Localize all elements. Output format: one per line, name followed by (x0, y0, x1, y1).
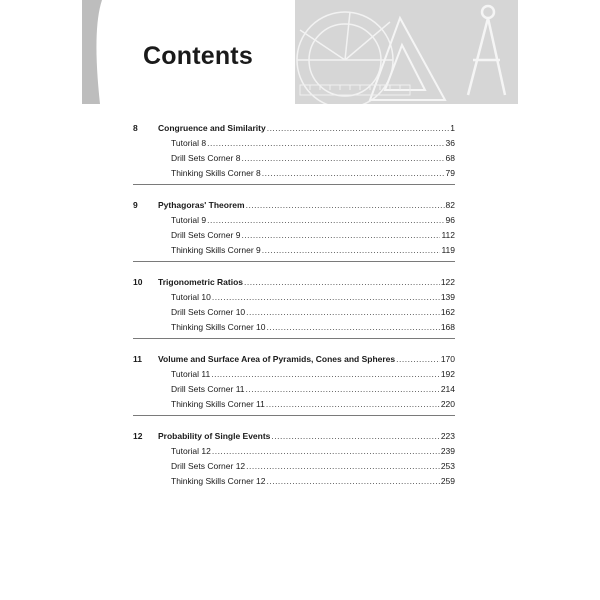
table-of-contents (133, 120, 455, 488)
section-page: 96 (445, 214, 455, 225)
dot-leader (241, 231, 440, 240)
chapter-number: 10 (133, 276, 143, 287)
section-page: 139 (440, 291, 455, 302)
banner-curve-left (82, 0, 102, 104)
chapter-divider (133, 338, 455, 339)
section-label: Drill Sets Corner 11 (171, 383, 245, 394)
toc-chapter-row[interactable] (133, 120, 455, 135)
toc-section-row[interactable] (133, 289, 455, 304)
chapter-page: 223 (440, 430, 455, 441)
chapter-number: 8 (133, 122, 138, 133)
section-page: 253 (440, 460, 455, 471)
dot-leader (271, 432, 439, 441)
chapter-title: Probability of Single Events (158, 430, 271, 441)
toc-section-row[interactable] (133, 242, 455, 257)
toc-section-row[interactable] (133, 227, 455, 242)
toc-section-row[interactable] (133, 150, 455, 165)
chapter-number: 12 (133, 430, 143, 441)
toc-section-row[interactable] (133, 443, 455, 458)
section-page: 162 (440, 306, 455, 317)
dot-leader (266, 323, 439, 332)
dot-leader (212, 447, 440, 456)
toc-chapter (133, 120, 455, 185)
toc-section-row[interactable] (133, 135, 455, 150)
section-label: Tutorial 9 (171, 214, 207, 225)
dot-leader (211, 370, 440, 379)
section-label: Thinking Skills Corner 10 (171, 321, 266, 332)
toc-chapter (133, 428, 455, 488)
section-label: Thinking Skills Corner 8 (171, 167, 261, 178)
toc-chapter-row[interactable] (133, 274, 455, 289)
dot-leader (246, 385, 440, 394)
dot-leader (266, 400, 440, 409)
section-page: 168 (440, 321, 455, 332)
chapter-page: 82 (445, 199, 455, 210)
section-label: Drill Sets Corner 9 (171, 229, 241, 240)
dot-leader (207, 139, 444, 148)
section-label: Drill Sets Corner 12 (171, 460, 246, 471)
section-page: 239 (440, 445, 455, 456)
chapter-number: 11 (133, 353, 142, 364)
section-page: 36 (445, 137, 455, 148)
section-page: 220 (440, 398, 455, 409)
section-page: 68 (445, 152, 455, 163)
dot-leader (241, 154, 444, 163)
toc-section-row[interactable] (133, 212, 455, 227)
section-page: 79 (445, 167, 455, 178)
chapter-divider (133, 261, 455, 262)
section-page: 192 (440, 368, 455, 379)
dot-leader (207, 216, 444, 225)
section-page: 259 (440, 475, 455, 486)
section-label: Drill Sets Corner 8 (171, 152, 241, 163)
chapter-title: Trigonometric Ratios (158, 276, 244, 287)
dot-leader (246, 462, 440, 471)
toc-section-row[interactable] (133, 165, 455, 180)
chapter-page: 1 (450, 122, 455, 133)
section-page: 112 (441, 229, 455, 240)
toc-chapter-row[interactable] (133, 428, 455, 443)
toc-chapter-row[interactable] (133, 197, 455, 212)
page-title: Contents (143, 42, 253, 70)
chapter-page: 170 (440, 353, 455, 364)
chapter-divider (133, 415, 455, 416)
section-label: Thinking Skills Corner 12 (171, 475, 266, 486)
chapter-page: 122 (440, 276, 455, 287)
toc-section-row[interactable] (133, 319, 455, 334)
toc-section-row[interactable] (133, 381, 455, 396)
toc-chapter-row[interactable] (133, 351, 455, 366)
chapter-title: Pythagoras' Theorem (158, 199, 245, 210)
section-label: Tutorial 8 (171, 137, 207, 148)
dot-leader (246, 201, 445, 210)
dot-leader (266, 477, 439, 486)
geometry-tools-banner (0, 0, 600, 104)
section-label: Drill Sets Corner 10 (171, 306, 246, 317)
toc-chapter (133, 197, 455, 262)
toc-section-row[interactable] (133, 458, 455, 473)
chapter-title: Volume and Surface Area of Pyramids, Cones and Spheres (158, 353, 396, 364)
toc-section-row[interactable] (133, 366, 455, 381)
dot-leader (262, 246, 441, 255)
toc-chapter (133, 351, 455, 416)
section-page: 214 (440, 383, 455, 394)
chapter-divider (133, 184, 455, 185)
dot-leader (244, 278, 440, 287)
dot-leader (212, 293, 440, 302)
chapter-title: Congruence and Similarity (158, 122, 266, 133)
section-label: Tutorial 12 (171, 445, 211, 456)
dot-leader (262, 169, 445, 178)
section-label: Thinking Skills Corner 9 (171, 244, 261, 255)
dot-leader (267, 124, 450, 133)
toc-section-row[interactable] (133, 396, 455, 411)
section-label: Tutorial 10 (171, 291, 211, 302)
section-page: 119 (441, 244, 455, 255)
section-label: Tutorial 11 (171, 368, 211, 379)
dot-leader (246, 308, 440, 317)
dot-leader (396, 355, 440, 364)
toc-chapter (133, 274, 455, 339)
toc-section-row[interactable] (133, 473, 455, 488)
section-label: Thinking Skills Corner 11 (171, 398, 265, 409)
toc-section-row[interactable] (133, 304, 455, 319)
chapter-number: 9 (133, 199, 138, 210)
